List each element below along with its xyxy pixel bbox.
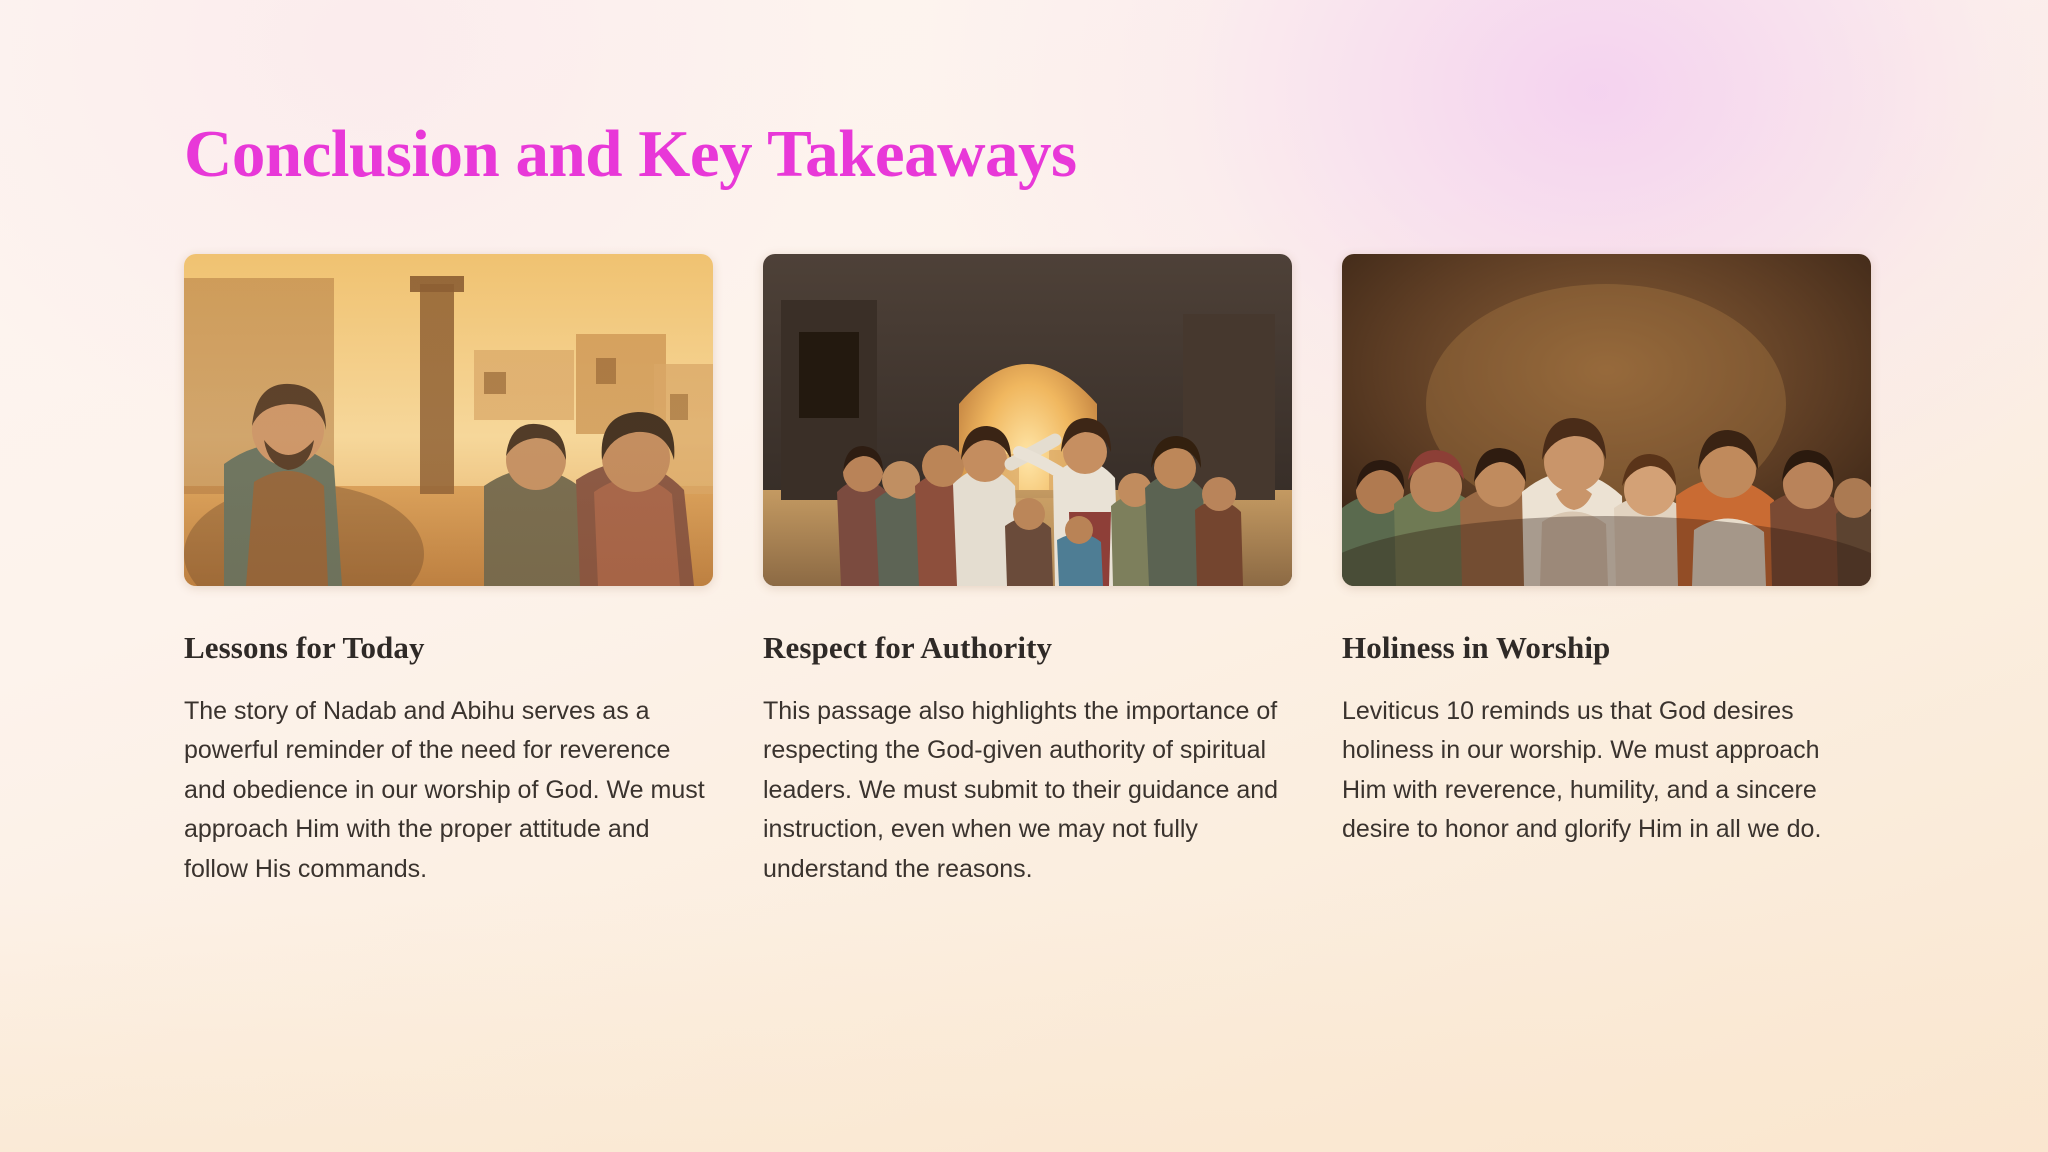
- card-heading: Lessons for Today: [184, 629, 425, 665]
- card-heading: Holiness in Worship: [1342, 629, 1611, 665]
- illustration-crowd-listening-to-teacher: [763, 254, 1292, 586]
- illustration-group-in-prayer: [1342, 254, 1871, 586]
- takeaway-card: [763, 254, 1292, 890]
- card-body: The story of Nadab and Abihu serves as a powerful reminder of the need for reverence and obedience in our worship of God. We must approach Him with the proper attitude and follow His commands.: [184, 696, 705, 883]
- card-body: Leviticus 10 reminds us that God desires holiness in our worship. We must approach Him with reverence, humility, and a sincere desire to honor and glorify Him in all we do.: [1342, 696, 1822, 844]
- takeaway-card: [184, 254, 713, 890]
- illustration-jesus-speaking-with-two-people: [184, 254, 713, 586]
- takeaway-cards: [184, 254, 1864, 890]
- card-heading: Respect for Authority: [763, 629, 1053, 665]
- card-body: This passage also highlights the importance of respecting the God-given authority of spiritual leaders. We must submit to their guidance and instruction, even when we may not fully understand the reasons.: [763, 696, 1279, 883]
- page-title: Conclusion and Key Takeaways: [184, 117, 1077, 191]
- takeaway-card: [1342, 254, 1871, 890]
